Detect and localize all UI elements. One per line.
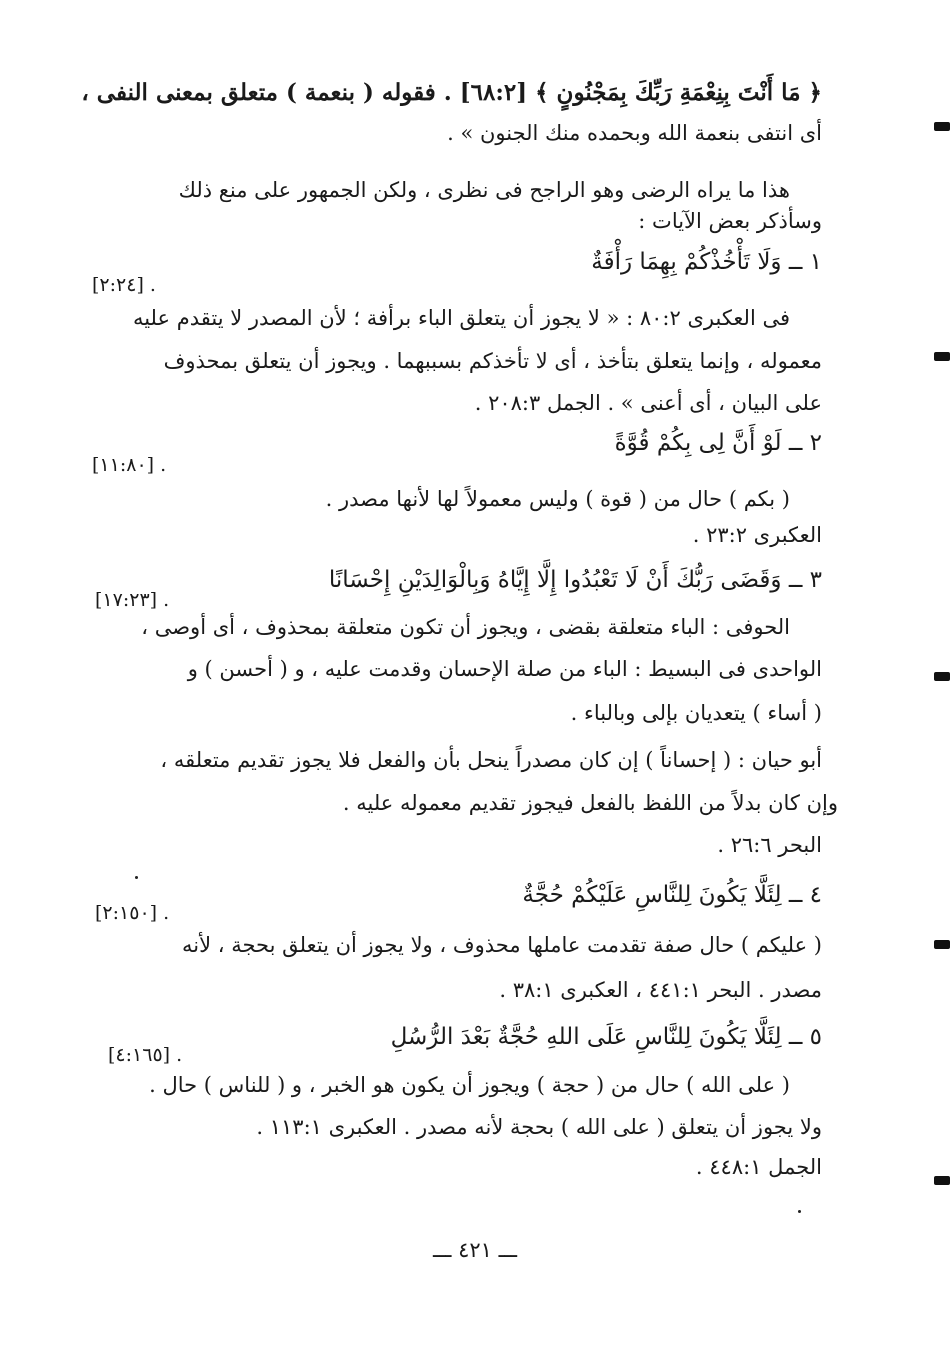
verse-reference: [١١:٨٠] .: [92, 454, 167, 476]
verse-line: ٤ ــ لِئَلَّا يَكُونَ لِلنَّاسِ عَلَيْكُمْ حُجَّةٌ: [522, 882, 822, 908]
text-line: ( أساء ) يتعديان بإلى وبالباء .: [570, 701, 822, 725]
text-line: وإن كان بدلاً من اللفظ بالفعل فيجوز تقديم معموله عليه .: [342, 791, 838, 815]
text-line: ( بكم ) حال من ( قوة ) وليس معمولاً لها لأنها مصدر .: [325, 487, 790, 511]
scan-speck: [798, 1210, 801, 1213]
text-line: ﴿ مَا أَنْتَ بِنِعْمَةِ رَبِّكَ بِمَجْنُونٍ ﴾ [٦٨:٢] . فقوله ( بنعمة ) متعلق بمعنى النفى ،: [81, 79, 822, 106]
scan-edge-mark: [934, 940, 950, 949]
scan-speck: [135, 876, 138, 879]
text-line: الواحدى فى البسيط : الباء من صلة الإحسان وقدمت عليه ، و ( أحسن ) و: [187, 657, 822, 681]
text-line: معموله ، وإنما يتعلق بتأخذ ، أى لا تأخذكم بسببهما . ويجوز أن يتعلق بمحذوف: [163, 349, 822, 373]
text-line: أى انتفى بنعمة الله وبحمده منك الجنون » .: [447, 121, 822, 145]
text-line: الحوفى : الباء متعلقة بقضى ، ويجوز أن تكون متعلقة بمحذوف ، أى أوصى ،: [141, 615, 790, 639]
text-line: العكبرى ٢٣:٢ .: [692, 523, 822, 547]
verse-reference: [٢:١٥٠] .: [95, 902, 170, 924]
page-number: ـــ ٤٢١ ـــ: [432, 1238, 518, 1262]
text-line: أبو حيان : ( إحساناً ) إن كان مصدراً ينحل بأن والفعل فلا يجوز تقديم متعلقه ،: [160, 748, 822, 772]
verse-line: ٢ ــ لَوْ أَنَّ لِى بِكُمْ قُوَّةً: [614, 430, 822, 456]
text-line: مصدر . البحر ٤٤١:١ ، العكبرى ٣٨:١ .: [499, 978, 822, 1002]
scan-edge-mark: [934, 672, 950, 681]
verse-line: ٣ ــ وَقَضَى رَبُّكَ أَنْ لَا تَعْبُدُوا إِلَّا إِيَّاهُ وَبِالْوَالِدَيْنِ إِحْسَانًا: [328, 567, 822, 593]
verse-reference: [١٧:٢٣] .: [95, 589, 170, 611]
text-line: على البيان ، أى أعنى » . الجمل ٢٠٨:٣ .: [474, 391, 822, 415]
verse-reference: [٢:٢٤] .: [92, 274, 156, 296]
text-line: فى العكبرى ٨٠:٢ : « لا يجوز أن يتعلق الباء برأفة ؛ لأن المصدر لا يتقدم عليه: [132, 306, 790, 330]
scan-edge-mark: [934, 352, 950, 361]
text-line: ( على الله ) حال من ( حجة ) ويجوز أن يكون هو الخبر ، و ( للناس ) حال .: [149, 1073, 790, 1097]
text-line: ( عليكم ) حال صفة تقدمت عاملها محذوف ، ولا يجوز أن يتعلق بحجة ، لأنه: [182, 933, 822, 957]
scan-edge-mark: [934, 122, 950, 131]
text-line: البحر ٢٦:٦ .: [717, 833, 822, 857]
text-line: هذا ما يراه الرضى وهو الراجح فى نظرى ، ولكن الجمهور على منع ذلك: [178, 178, 790, 202]
verse-line: ١ ــ وَلَا تَأْخُذْكُمْ بِهِمَا رَأْفَةٌ: [591, 249, 822, 275]
text-line: الجمل ٤٤٨:١ .: [695, 1155, 822, 1179]
text-line: ولا يجوز أن يتعلق ( على الله ) بحجة لأنه مصدر . العكبرى ١١٣:١ .: [256, 1115, 822, 1139]
verse-line: ٥ ــ لِئَلَّا يَكُونَ لِلنَّاسِ عَلَى اللهِ حُجَّةٌ بَعْدَ الرُّسُلِ: [390, 1024, 822, 1050]
verse-reference: [٤:١٦٥] .: [108, 1044, 183, 1066]
text-line: وسأذكر بعض الآيات :: [638, 209, 822, 233]
scan-edge-mark: [934, 1176, 950, 1185]
